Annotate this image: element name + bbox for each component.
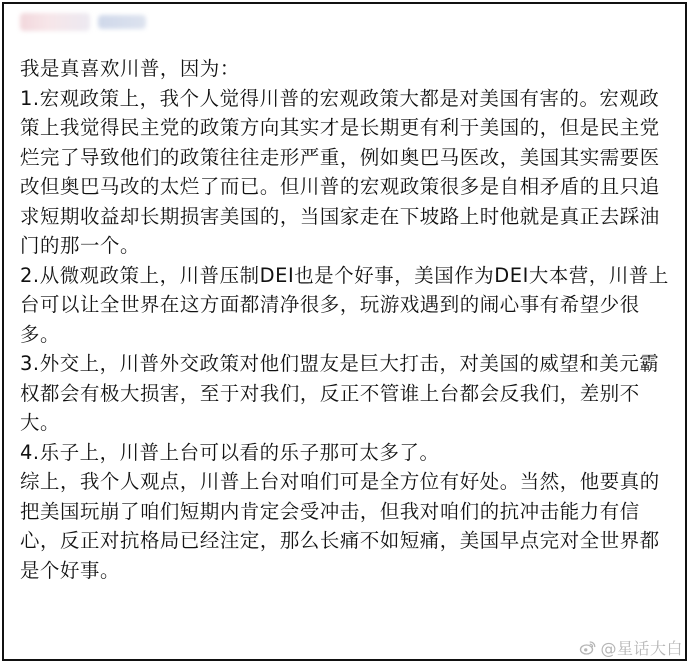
watermark-text: @星话大白 bbox=[600, 639, 683, 658]
post-intro: 我是真喜欢川普，因为： bbox=[20, 57, 240, 80]
post-conclusion: 综上，我个人观点，川普上台对咱们可是全方位有好处。当然，他要真的把美国玩崩了咱们短期内肯定会受冲击，但我对咱们的抗冲击能力有信心，反正对抗格局已经注定，那么长痛不如短痛，美国早点完对全世界都是个好事。 bbox=[20, 470, 660, 582]
post-point-macro-policy: 1.宏观政策上，我个人觉得川普的宏观政策大都是对美国有害的。宏观政策上我觉得民主党的政策方向其实才是长期更有利于美国的，但是民主党烂完了导致他们的政策往往走形严重，例如奥巴马医改，美国其实需要医改但奥巴马改的太烂了而已。但川普的宏观政策很多是自相矛盾的且只追求短期收益却长期损害美国的，当国家走在下坡路上时他就是真正去踩油门的那一个。 bbox=[20, 86, 660, 257]
post-point-micro-policy: 2.从微观政策上，川普压制DEI也是个好事，美国作为DEI大本营，川普上台可以让全世界在这方面都清净很多，玩游戏遇到的闹心事有希望少很多。 bbox=[20, 263, 669, 346]
post-text bbox=[20, 54, 674, 585]
weibo-icon bbox=[579, 639, 597, 657]
screenshot-frame bbox=[2, 2, 687, 661]
post-point-diplomacy: 3.外交上，川普外交政策对他们盟友是巨大打击，对美国的威望和美元霸权都会有极大损害，至于对我们，反正不管谁上台都会反我们，差别不大。 bbox=[20, 352, 660, 434]
post-point-entertainment: 4.乐子上，川普上台可以看的乐子那可太多了。 bbox=[20, 440, 440, 464]
watermark bbox=[579, 636, 683, 659]
blurred-user-header bbox=[20, 10, 146, 34]
blurred-user-badge bbox=[98, 15, 146, 29]
blurred-username bbox=[20, 13, 90, 31]
